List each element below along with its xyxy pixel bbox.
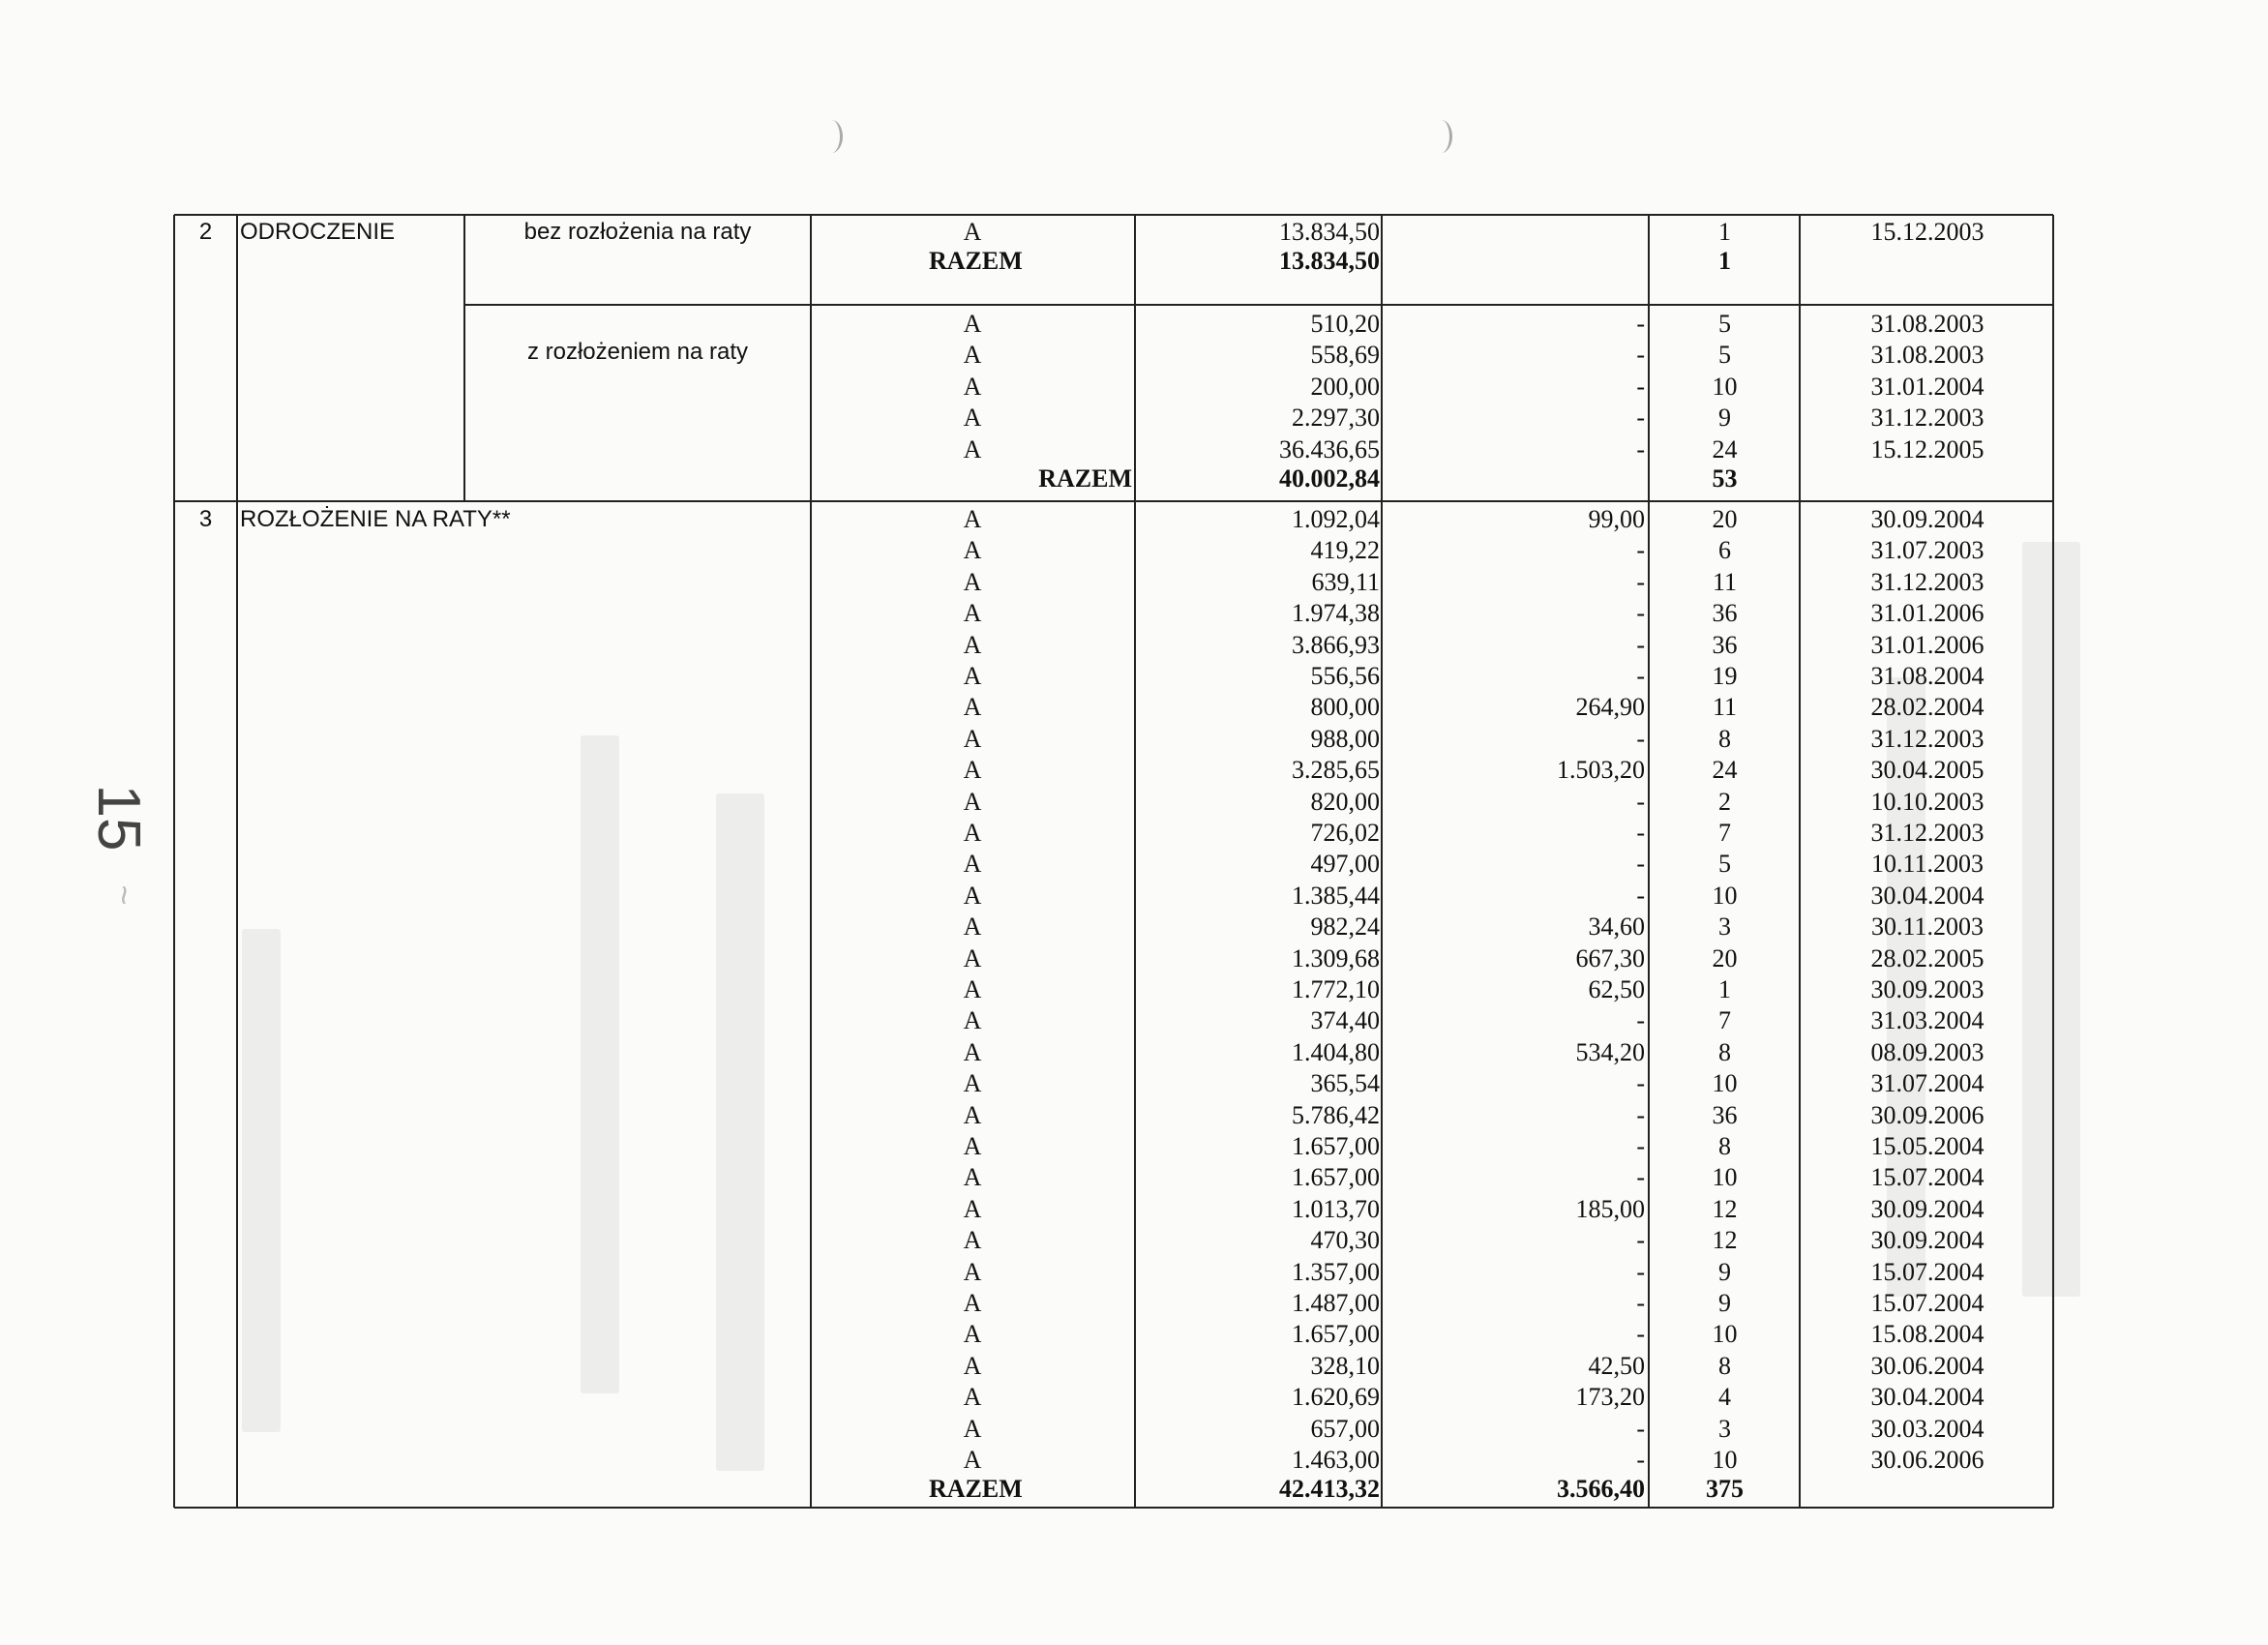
category-cell: A	[963, 819, 982, 847]
date-cell: 30.09.2006	[1870, 1100, 1984, 1129]
extra-amount-cell: 534,20	[1575, 1037, 1645, 1066]
date-cell: 31.12.2003	[1870, 724, 1984, 753]
extra-amount-cell: -	[1636, 630, 1645, 659]
count-cell: 10	[1712, 1446, 1738, 1474]
date-cell: 31.08.2004	[1870, 662, 1984, 690]
section-title: ROZŁOŻENIE NA RATY**	[240, 506, 511, 532]
count-cell: 4	[1718, 1383, 1731, 1412]
count-cell: 20	[1712, 505, 1738, 533]
date-cell: 28.02.2004	[1870, 693, 1984, 722]
date-cell: 15.12.2003	[1870, 218, 1984, 246]
count-cell: 36	[1712, 1100, 1738, 1129]
date-cell: 08.09.2003	[1870, 1037, 1984, 1066]
extra-amount-cell: 34,60	[1588, 912, 1645, 942]
extra-amount-cell: 42,50	[1588, 1351, 1645, 1380]
amount-cell: 982,24	[1310, 912, 1380, 942]
total-label: RAZEM	[929, 247, 1023, 276]
amount-cell: 726,02	[1310, 819, 1380, 847]
extra-amount-cell: -	[1636, 1257, 1645, 1286]
count-cell: 11	[1712, 693, 1738, 722]
count-cell: 10	[1712, 1320, 1738, 1349]
date-cell: 31.01.2006	[1870, 599, 1984, 628]
count-cell: 8	[1718, 724, 1731, 753]
amount-cell: 1.620,69	[1292, 1383, 1380, 1412]
amount-cell: 328,10	[1310, 1351, 1380, 1380]
count-cell: 6	[1718, 536, 1731, 565]
amount-cell: 988,00	[1310, 724, 1380, 753]
extra-amount-cell: -	[1636, 599, 1645, 628]
date-cell: 15.12.2005	[1870, 434, 1984, 464]
extra-amount-cell: -	[1636, 1132, 1645, 1160]
date-cell: 30.11.2003	[1870, 912, 1984, 942]
category-cell: A	[963, 787, 982, 816]
count-cell: 9	[1718, 1257, 1731, 1286]
amount-cell: 820,00	[1310, 787, 1380, 816]
count-cell: 8	[1718, 1132, 1731, 1160]
extra-amount-cell: -	[1636, 1320, 1645, 1349]
extra-amount-cell: -	[1636, 1289, 1645, 1317]
amount-cell: 1.487,00	[1292, 1289, 1380, 1317]
extra-amount-cell: -	[1636, 1006, 1645, 1035]
date-cell: 31.08.2003	[1870, 310, 1984, 338]
date-cell: 31.01.2006	[1870, 630, 1984, 659]
count-cell: 8	[1718, 1351, 1731, 1380]
category-cell: A	[963, 975, 982, 1003]
category-cell: A	[963, 218, 982, 246]
count-cell: 5	[1718, 850, 1731, 879]
date-cell: 10.11.2003	[1870, 850, 1984, 879]
amount-cell: 200,00	[1310, 372, 1380, 401]
extra-amount-cell: -	[1636, 434, 1645, 464]
extra-amount-cell: -	[1636, 1069, 1645, 1098]
category-cell: A	[963, 1132, 982, 1160]
subsection-label: bez rozłożenia na raty	[523, 219, 752, 245]
extra-amount-cell: -	[1636, 662, 1645, 690]
category-cell: A	[963, 1383, 982, 1412]
date-cell: 30.04.2004	[1870, 1383, 1984, 1412]
count-cell: 12	[1712, 1194, 1738, 1223]
amount-cell: 657,00	[1310, 1414, 1380, 1443]
date-cell: 15.07.2004	[1870, 1163, 1984, 1192]
category-cell: A	[963, 1226, 982, 1255]
count-cell: 36	[1712, 630, 1738, 659]
extra-amount-cell: -	[1636, 536, 1645, 565]
extra-amount-cell: 99,00	[1588, 505, 1645, 533]
category-cell: A	[963, 912, 982, 942]
category-cell: A	[963, 1069, 982, 1098]
category-cell: A	[963, 881, 982, 910]
category-cell: A	[963, 1100, 982, 1129]
extra-amount-cell: -	[1636, 850, 1645, 879]
amount-cell: 3.866,93	[1292, 630, 1380, 659]
date-cell: 31.12.2003	[1870, 404, 1984, 433]
amount-cell: 1.772,10	[1292, 975, 1380, 1003]
total-label: RAZEM	[1038, 464, 1132, 493]
count-cell: 7	[1718, 819, 1731, 847]
amount-cell: 1.013,70	[1292, 1194, 1380, 1223]
category-cell: A	[963, 1194, 982, 1223]
count-cell: 12	[1712, 1226, 1738, 1255]
faint-handwritten-mark: ~	[104, 884, 144, 906]
extra-amount-cell: -	[1636, 787, 1645, 816]
extra-amount-cell: -	[1636, 341, 1645, 370]
category-cell: A	[963, 724, 982, 753]
section-number: 3	[198, 506, 213, 532]
date-cell: 15.05.2004	[1870, 1132, 1984, 1160]
total-amount: 13.834,50	[1279, 247, 1380, 276]
amount-cell: 2.297,30	[1292, 404, 1380, 433]
total-amount: 42.413,32	[1279, 1475, 1380, 1504]
total-count: 1	[1718, 247, 1731, 276]
count-cell: 20	[1712, 943, 1738, 972]
category-cell: A	[963, 1289, 982, 1317]
category-cell: A	[963, 536, 982, 565]
amount-cell: 1.309,68	[1292, 943, 1380, 972]
amount-cell: 5.786,42	[1292, 1100, 1380, 1129]
section-number: 2	[198, 219, 213, 245]
amount-cell: 497,00	[1310, 850, 1380, 879]
amount-cell: 1.657,00	[1292, 1320, 1380, 1349]
count-cell: 3	[1718, 912, 1731, 942]
page-number-handwritten: 15	[85, 784, 152, 852]
category-cell: A	[963, 943, 982, 972]
date-cell: 31.12.2003	[1870, 819, 1984, 847]
extra-amount-cell: -	[1636, 819, 1645, 847]
category-cell: A	[963, 1257, 982, 1286]
count-cell: 24	[1712, 434, 1738, 464]
count-cell: 36	[1712, 599, 1738, 628]
category-cell: A	[963, 1446, 982, 1474]
total-extra-amount: 3.566,40	[1557, 1475, 1645, 1504]
subsection-label: z rozłożeniem na raty	[526, 339, 749, 365]
extra-amount-cell: 264,90	[1575, 693, 1645, 722]
total-label: RAZEM	[929, 1475, 1023, 1504]
date-cell: 15.08.2004	[1870, 1320, 1984, 1349]
count-cell: 19	[1712, 662, 1738, 690]
extra-amount-cell: 1.503,20	[1557, 756, 1645, 785]
count-cell: 7	[1718, 1006, 1731, 1035]
section-title: ODROCZENIE	[240, 219, 396, 245]
date-cell: 30.04.2004	[1870, 881, 1984, 910]
count-cell: 1	[1718, 218, 1731, 246]
extra-amount-cell: -	[1636, 310, 1645, 338]
count-cell: 1	[1718, 975, 1731, 1003]
amount-cell: 36.436,65	[1279, 434, 1380, 464]
extra-amount-cell: -	[1636, 1100, 1645, 1129]
amount-cell: 639,11	[1311, 567, 1380, 596]
count-cell: 10	[1712, 1069, 1738, 1098]
category-cell: A	[963, 1037, 982, 1066]
count-cell: 5	[1718, 341, 1731, 370]
count-cell: 10	[1712, 1163, 1738, 1192]
date-cell: 30.06.2006	[1870, 1446, 1984, 1474]
extra-amount-cell: -	[1636, 1414, 1645, 1443]
category-cell: A	[963, 505, 982, 533]
amount-cell: 1.385,44	[1292, 881, 1380, 910]
category-cell: A	[963, 1320, 982, 1349]
category-cell: A	[963, 404, 982, 433]
amount-cell: 800,00	[1310, 693, 1380, 722]
date-cell: 31.01.2004	[1870, 372, 1984, 401]
count-cell: 9	[1718, 404, 1731, 433]
date-cell: 15.07.2004	[1870, 1289, 1984, 1317]
count-cell: 9	[1718, 1289, 1731, 1317]
date-cell: 15.07.2004	[1870, 1257, 1984, 1286]
amount-cell: 1.404,80	[1292, 1037, 1380, 1066]
category-cell: A	[963, 662, 982, 690]
category-cell: A	[963, 567, 982, 596]
amount-cell: 1.092,04	[1292, 505, 1380, 533]
extra-amount-cell: -	[1636, 724, 1645, 753]
category-cell: A	[963, 630, 982, 659]
category-cell: A	[963, 1006, 982, 1035]
amount-cell: 374,40	[1310, 1006, 1380, 1035]
count-cell: 2	[1718, 787, 1731, 816]
category-cell: A	[963, 756, 982, 785]
date-cell: 30.09.2004	[1870, 505, 1984, 533]
category-cell: A	[963, 693, 982, 722]
count-cell: 11	[1712, 567, 1738, 596]
date-cell: 31.08.2003	[1870, 341, 1984, 370]
date-cell: 30.09.2003	[1870, 975, 1984, 1003]
amount-cell: 558,69	[1310, 341, 1380, 370]
date-cell: 28.02.2005	[1870, 943, 1984, 972]
date-cell: 30.06.2004	[1870, 1351, 1984, 1380]
category-cell: A	[963, 1163, 982, 1192]
count-cell: 3	[1718, 1414, 1731, 1443]
date-cell: 30.09.2004	[1870, 1226, 1984, 1255]
amount-cell: 13.834,50	[1279, 218, 1380, 246]
extra-amount-cell: -	[1636, 372, 1645, 401]
extra-amount-cell: -	[1636, 1226, 1645, 1255]
amount-cell: 3.285,65	[1292, 756, 1380, 785]
category-cell: A	[963, 1414, 982, 1443]
amount-cell: 1.357,00	[1292, 1257, 1380, 1286]
count-cell: 10	[1712, 881, 1738, 910]
extra-amount-cell: -	[1636, 404, 1645, 433]
extra-amount-cell: -	[1636, 881, 1645, 910]
date-cell: 30.03.2004	[1870, 1414, 1984, 1443]
amount-cell: 419,22	[1310, 536, 1380, 565]
date-cell: 31.03.2004	[1870, 1006, 1984, 1035]
total-count: 53	[1712, 464, 1738, 493]
extra-amount-cell: -	[1636, 1446, 1645, 1474]
date-cell: 30.09.2004	[1870, 1194, 1984, 1223]
amount-cell: 365,54	[1310, 1069, 1380, 1098]
count-cell: 24	[1712, 756, 1738, 785]
extra-amount-cell: 173,20	[1575, 1383, 1645, 1412]
date-cell: 30.04.2005	[1870, 756, 1984, 785]
count-cell: 8	[1718, 1037, 1731, 1066]
category-cell: A	[963, 850, 982, 879]
category-cell: A	[963, 310, 982, 338]
date-cell: 31.07.2003	[1870, 536, 1984, 565]
amount-cell: 556,56	[1310, 662, 1380, 690]
category-cell: A	[963, 434, 982, 464]
extra-amount-cell: -	[1636, 567, 1645, 596]
amount-cell: 1.657,00	[1292, 1163, 1380, 1192]
extra-amount-cell: 667,30	[1575, 943, 1645, 972]
amount-cell: 1.657,00	[1292, 1132, 1380, 1160]
count-cell: 10	[1712, 372, 1738, 401]
amount-cell: 470,30	[1310, 1226, 1380, 1255]
amount-cell: 1.463,00	[1292, 1446, 1380, 1474]
date-cell: 31.12.2003	[1870, 567, 1984, 596]
total-count: 375	[1706, 1475, 1744, 1504]
date-cell: 31.07.2004	[1870, 1069, 1984, 1098]
extra-amount-cell: 185,00	[1575, 1194, 1645, 1223]
amount-cell: 1.974,38	[1292, 599, 1380, 628]
category-cell: A	[963, 1351, 982, 1380]
count-cell: 5	[1718, 310, 1731, 338]
category-cell: A	[963, 599, 982, 628]
date-cell: 10.10.2003	[1870, 787, 1984, 816]
extra-amount-cell: -	[1636, 1163, 1645, 1192]
amount-cell: 510,20	[1310, 310, 1380, 338]
extra-amount-cell: 62,50	[1588, 975, 1645, 1003]
total-amount: 40.002,84	[1279, 464, 1380, 493]
category-cell: A	[963, 341, 982, 370]
category-cell: A	[963, 372, 982, 401]
